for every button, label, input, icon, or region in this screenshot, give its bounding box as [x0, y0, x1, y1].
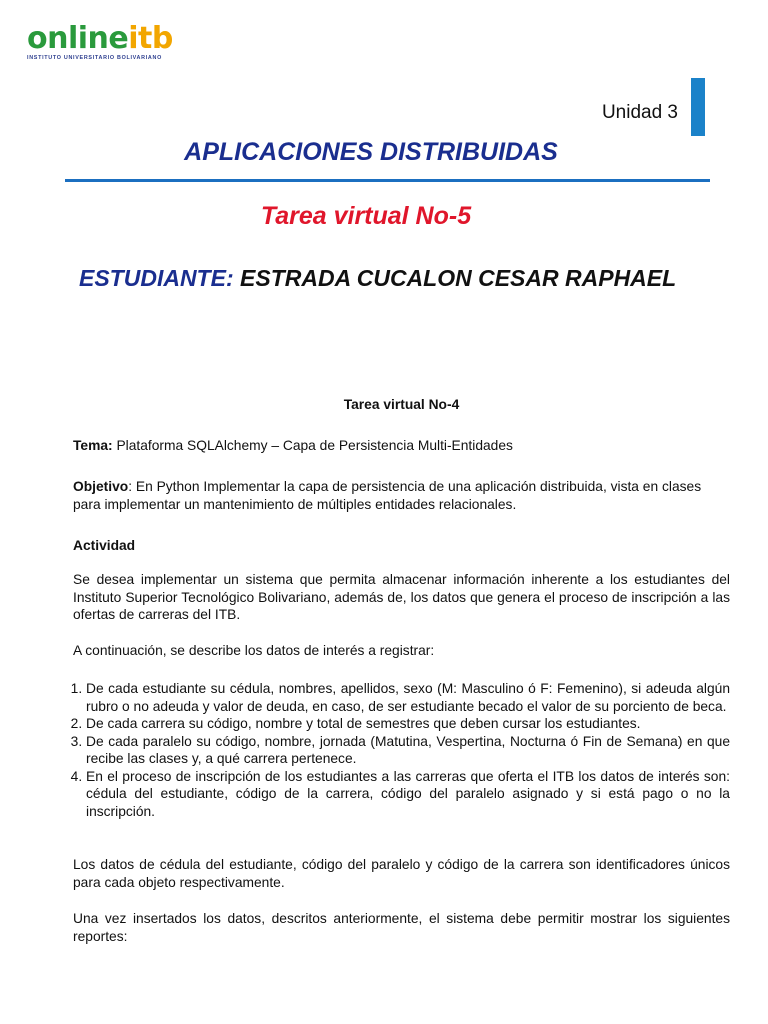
objetivo-label: Objetivo [73, 479, 129, 494]
title-divider [65, 179, 710, 182]
tema-line [73, 437, 730, 455]
tema-label: Tema: [73, 438, 113, 453]
accent-bar [691, 78, 705, 136]
list-item: 3. De cada paralelo su código, nombre, jornada (Matutina, Vespertina, Nocturna ó Fin de Semana) en que recibe las clases y, a qué carrera pertenece. [86, 733, 730, 768]
reports-paragraph: Una vez insertados los datos, descritos anteriormente, el sistema debe permitir mostrar los siguientes reportes: [73, 911, 730, 944]
logo-wordmark: onlineitb [27, 21, 173, 56]
tema-text: Plataforma SQLAlchemy – Capa de Persistencia Multi-Entidades [112, 438, 513, 453]
unit-label: Unidad 3 [601, 102, 678, 123]
identifiers-paragraph: Los datos de cédula del estudiante, código del paralelo y código de la carrera son identificadores únicos para cada objeto respectivamente. [73, 857, 730, 890]
intro-paragraph: Se desea implementar un sistema que permita almacenar información inherente a los estudiantes del Instituto Superior Tecnológico Bolivariano, además de, los datos que genera el proceso de inscripción a las ofertas de carreras del ITB. [73, 572, 730, 622]
student-name: ESTRADA CUCALON CESAR RAPHAEL [240, 265, 677, 291]
list-item: 4. En el proceso de inscripción de los estudiantes a las carreras que oferta el ITB los datos de interés son: cédula del estudiante, código de la carrera, código del paralelo asignado y si está pago o no la inscripción. [86, 768, 730, 821]
objetivo-paragraph [73, 478, 730, 513]
list-item: 2. De cada carrera su código, nombre y total de semestres que deben cursar los estudiantes. [86, 715, 730, 733]
student-line [79, 264, 679, 293]
task-title: Tarea virtual No-5 [260, 202, 472, 230]
course-title: APLICACIONES DISTRIBUIDAS [184, 138, 558, 166]
actividad-heading: Actividad [73, 538, 136, 553]
document-subtitle: Tarea virtual No-4 [343, 397, 460, 412]
data-list [71, 680, 730, 820]
objetivo-text: : En Python Implementar la capa de persistencia de una aplicación distribuida, vista en clases para implementar un mantenimiento de múltiples entidades relacionales. [73, 479, 702, 512]
list-item: 1. De cada estudiante su cédula, nombres, apellidos, sexo (M: Masculino ó F: Femenino), si adeuda algún rubro o no adeuda y valor de deuda, en caso, de ser estudiante becado el valor de su porciento de beca. [86, 680, 730, 715]
student-label: ESTUDIANTE: [79, 265, 234, 291]
data-intro-paragraph: A continuación, se describe los datos de interés a registrar: [73, 643, 435, 658]
logo-tagline: INSTITUTO UNIVERSITARIO BOLIVARIANO [27, 55, 163, 61]
online-itb-logo [27, 21, 207, 61]
